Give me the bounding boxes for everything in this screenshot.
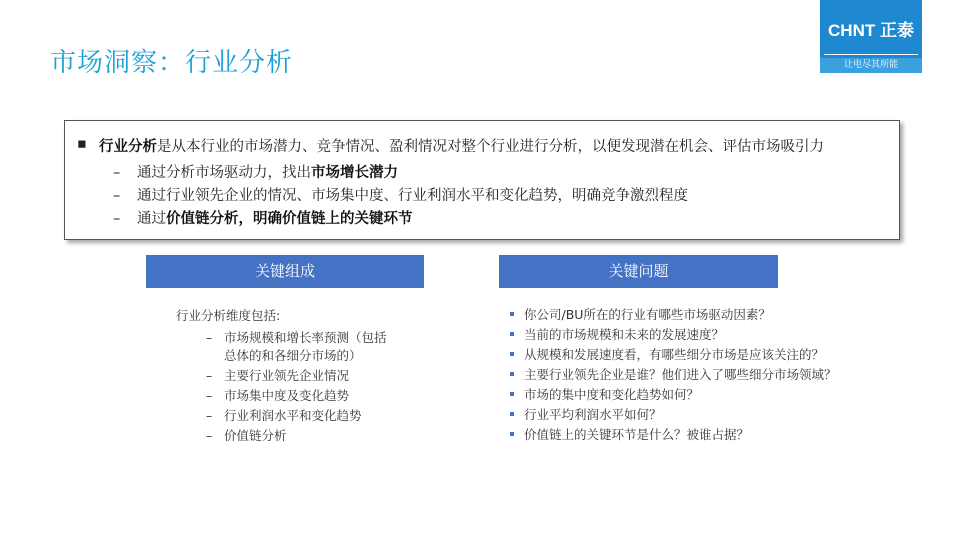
- list-item: – 市场规模和增长率预测（包括总体的和各细分市场的）: [206, 330, 387, 363]
- summary-sub-2-text: 通过行业领先企业的情况、市场集中度、行业利润水平和变化趋势，明确竞争激烈程度: [137, 188, 688, 204]
- square-bullet-icon: [510, 392, 514, 396]
- right-panel-header: 关键问题: [499, 255, 778, 288]
- left-panel-list: [176, 306, 394, 447]
- summary-main-text: 是从本行业的市场潜力、竞争情况、盈利情况对整个行业进行分析，以便发现潜在机会、评估市场吸引力: [157, 139, 824, 155]
- summary-sub-3-text: 通过: [137, 211, 166, 227]
- right-panel-list: [510, 306, 870, 446]
- square-bullet-icon: [510, 312, 514, 316]
- list-item: – 行业利润水平和变化趋势: [206, 408, 362, 423]
- left-panel-intro: 行业分析维度包括:: [176, 308, 281, 323]
- logo-divider: [824, 54, 918, 55]
- logo-brand: CHNT 正泰: [828, 21, 914, 40]
- list-item: 从规模和发展速度看，有哪些细分市场是应该关注的？: [510, 346, 870, 363]
- dash-icon: –: [113, 165, 121, 181]
- list-item: 行业平均利润水平如何？: [510, 406, 870, 423]
- list-item: – 市场集中度及变化趋势: [206, 388, 350, 403]
- square-bullet-icon: [510, 372, 514, 376]
- list-item: 主要行业领先企业是谁？他们进入了哪些细分市场领域？: [510, 366, 864, 383]
- square-bullet-icon: [510, 432, 514, 436]
- summary-sub-3: [113, 207, 413, 228]
- dash-icon: –: [113, 188, 121, 204]
- summary-box: [64, 120, 900, 240]
- summary-sub-1-bold: 市场增长潜力: [311, 165, 398, 181]
- left-panel-header: 关键组成: [146, 255, 424, 288]
- dash-icon: –: [206, 368, 213, 383]
- list-item: 你公司/BU所在的行业有哪些市场驱动因素？: [510, 306, 870, 323]
- list-item: 价值链上的关键环节是什么？被谁占据？: [510, 426, 870, 443]
- summary-sub-1: [113, 161, 398, 182]
- summary-main-line: [99, 135, 824, 156]
- summary-sub-3-bold: 价值链分析，明确价值链上的关键环节: [166, 211, 413, 227]
- summary-sub-2: [113, 184, 688, 205]
- square-bullet-icon: [510, 352, 514, 356]
- dash-icon: –: [206, 428, 213, 443]
- list-item: 当前的市场规模和未来的发展速度？: [510, 326, 870, 343]
- dash-icon: –: [206, 388, 213, 403]
- company-logo: [820, 0, 922, 73]
- list-item: – 价值链分析: [206, 428, 287, 443]
- dash-icon: –: [206, 330, 213, 345]
- square-bullet-icon: ▪: [77, 136, 87, 152]
- list-item: – 主要行业领先企业情况: [206, 368, 350, 383]
- square-bullet-icon: [510, 332, 514, 336]
- summary-sub-1-text: 通过分析市场驱动力，找出: [137, 165, 311, 181]
- logo-tagline: 让电尽其所能: [820, 58, 922, 73]
- square-bullet-icon: [510, 412, 514, 416]
- summary-main-bold: 行业分析: [99, 139, 157, 155]
- dash-icon: –: [113, 211, 121, 227]
- dash-icon: –: [206, 408, 213, 423]
- page-title: 市场洞察：行业分析: [50, 48, 294, 78]
- list-item: 市场的集中度和变化趋势如何？: [510, 386, 870, 403]
